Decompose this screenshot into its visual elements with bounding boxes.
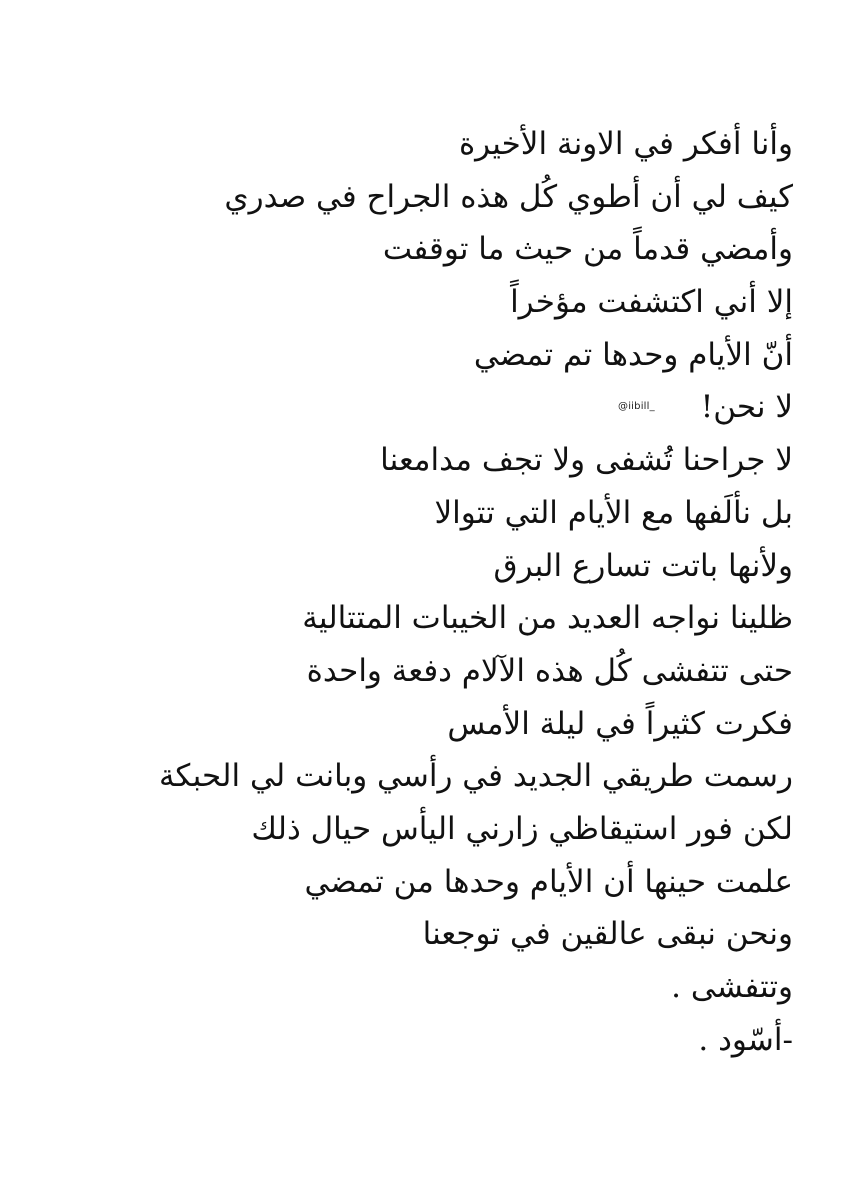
poem-line: ولأنها باتت تسارع البرق — [493, 547, 793, 584]
poem-line: علمت حينها أن الأيام وحدها من تمضي — [304, 863, 793, 900]
poem-text — [0, 118, 793, 1066]
poem-line: وأمضي قدماً من حيث ما توقفت — [382, 231, 793, 268]
poem-line: أنّ الأيام وحدها تم تمضي — [473, 336, 793, 373]
watermark-handle: @iibill_ — [618, 401, 655, 412]
poem-line: إلا أني اكتشفت مؤخراً — [510, 284, 793, 321]
poem-line: وتتفشى . — [671, 969, 793, 1005]
poem-line: لا جراحنا تُشفى ولا تجف مدامعنا — [380, 442, 793, 479]
poem-line: وأنا أفكر في الاونة الأخيرة — [458, 126, 793, 162]
top-margin — [0, 0, 843, 76]
poem-line: حتى تتفشى كُل هذه الآلام دفعة واحدة — [306, 652, 793, 689]
poem-line: بل نألَفها مع الأيام التي تتوالا — [434, 494, 793, 531]
poem-line: كيف لي أن أطوي كُل هذه الجراح في صدري — [224, 178, 793, 215]
poem-line: لكن فور استيقاظي زارني اليأس حيال ذلك — [251, 810, 793, 847]
poem-line: لا نحن! — [700, 389, 793, 426]
poem-line: رسمت طريقي الجديد في رأسي وبانت لي الحبكة — [158, 758, 793, 795]
poem-line: ونحن نبقى عالقين في توجعنا — [422, 916, 793, 953]
poem-signature: -أسّود . — [698, 1021, 793, 1058]
poem-line: ظلينا نواجه العديد من الخيبات المتتالية — [302, 600, 793, 637]
poem-line: فكرت كثيراً في ليلة الأمس — [447, 705, 793, 742]
